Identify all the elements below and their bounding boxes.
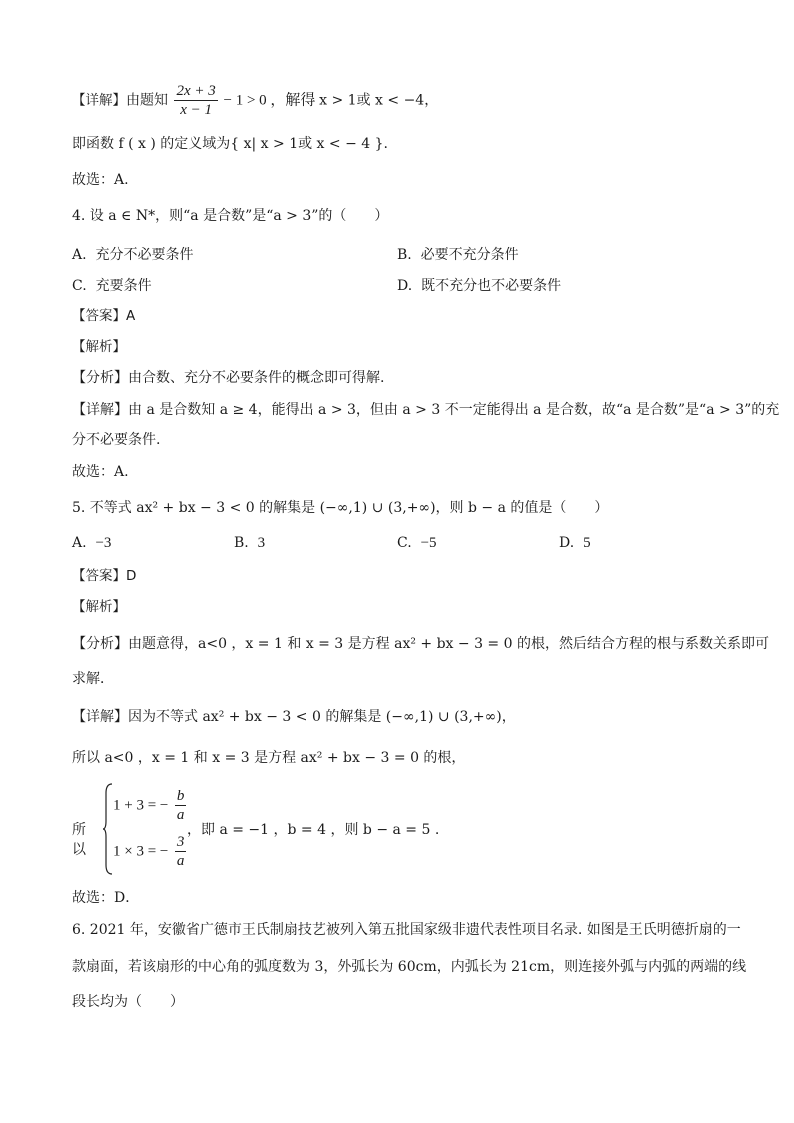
system-tail: ，即 a = −1 ，b = 4 ，则 b − a = 5 .	[187, 822, 440, 838]
fraction-denominator: x − 1	[180, 102, 212, 118]
q5-analysis-line-1: 【分析】由题意得，a<0 ，x = 1 和 x = 3 是方程 ax² + bx − 3 = 0 的根，然后结合方程的根与系数关系即可	[72, 636, 769, 652]
q4-analysis: 【分析】由合数、充分不必要条件的概念即可得解.	[72, 370, 385, 386]
q3-detail-line	[72, 82, 438, 119]
fraction	[174, 82, 217, 119]
system-row-2: 1 × 3 = − $\frac{3}{a}$	[113, 834, 185, 869]
q5-option-d: D. 5	[559, 535, 591, 551]
q4-option-b: B. 必要不充分条件	[397, 247, 519, 263]
q6-stem-line-1: 6. 2021 年，安徽省广德市王氏制扇技艺被列入第五批国家级非遗代表性项目名录. 如图是王氏明德折扇的一	[72, 922, 741, 938]
q6-stem-line-2: 款扇面，若该扇形的中心角的弧度数为 3，外弧长为 60cm，内弧长为 21cm，则连接外弧与内弧的两端的线	[72, 959, 747, 975]
q5-stem: 5. 不等式 ax² + bx − 3 < 0 的解集是 (−∞,1) ∪ (3,+∞)，则 b − a 的值是（ ）	[72, 500, 609, 516]
q5-detail-line-2: 所以 a<0 ，x = 1 和 x = 3 是方程 ax² + bx − 3 = 0 的根，	[72, 750, 466, 766]
q4-option-a: A. 充分不必要条件	[72, 247, 194, 263]
q5-option-b: B. 3	[234, 535, 266, 551]
q5-analysis-line-2: 求解．	[72, 671, 114, 687]
brace-icon	[103, 783, 113, 875]
q5-choose-line: 故选：D．	[72, 890, 140, 906]
system-row-1: 1 + 3 = − $\frac{b}{a}$	[113, 788, 185, 823]
inequality-tail: − 1 > 0 ，解得	[219, 92, 320, 109]
q6-stem-line-3: 段长均为（ ）	[72, 994, 184, 1010]
q5-option-c: C. −5	[397, 535, 437, 551]
system-prefix: 所以	[72, 822, 86, 858]
q3-choose-line: 故选：A.	[72, 172, 129, 188]
detail-tag: 【详解】	[72, 92, 126, 109]
q5-option-a: A. −3	[72, 535, 112, 551]
q4-analysis-head: 【解析】	[72, 339, 126, 355]
q4-detail-line-1: 【详解】由 a 是合数知 a ≥ 4，能得出 a > 3，但由 a > 3 不一定能得出 a 是合数，故“a 是合数”是“a > 3”的充	[72, 402, 780, 418]
fraction-numerator: 2x + 3	[176, 83, 216, 99]
q5-answer: 【答案】D	[72, 568, 137, 584]
q4-answer: 【答案】A	[72, 308, 136, 324]
q4-choose-line: 故选：A.	[72, 464, 129, 480]
q3-domain-line: 即函数 f ( x ) 的定义域为{ x| x > 1或 x < − 4 }.	[72, 136, 388, 152]
q4-detail-line-2: 分不必要条件.	[72, 432, 161, 448]
q4-option-d: D. 既不充分也不必要条件	[397, 278, 562, 294]
q4-option-c: C. 充要条件	[72, 278, 152, 294]
q4-stem: 4. 设 a ∈ N*，则“a 是合数”是“a > 3”的（ ）	[72, 208, 389, 224]
q5-analysis-head: 【解析】	[72, 599, 126, 615]
solution-text: x > 1或 x < −4，	[319, 92, 439, 109]
q5-detail-line-1: 【详解】因为不等式 ax² + bx − 3 < 0 的解集是 (−∞,1) ∪ (3,+∞)，	[72, 709, 516, 725]
fraction: $\frac{b}{a}$	[176, 788, 185, 823]
detail-text: 由题知	[126, 92, 168, 109]
fraction: $\frac{3}{a}$	[176, 834, 185, 869]
